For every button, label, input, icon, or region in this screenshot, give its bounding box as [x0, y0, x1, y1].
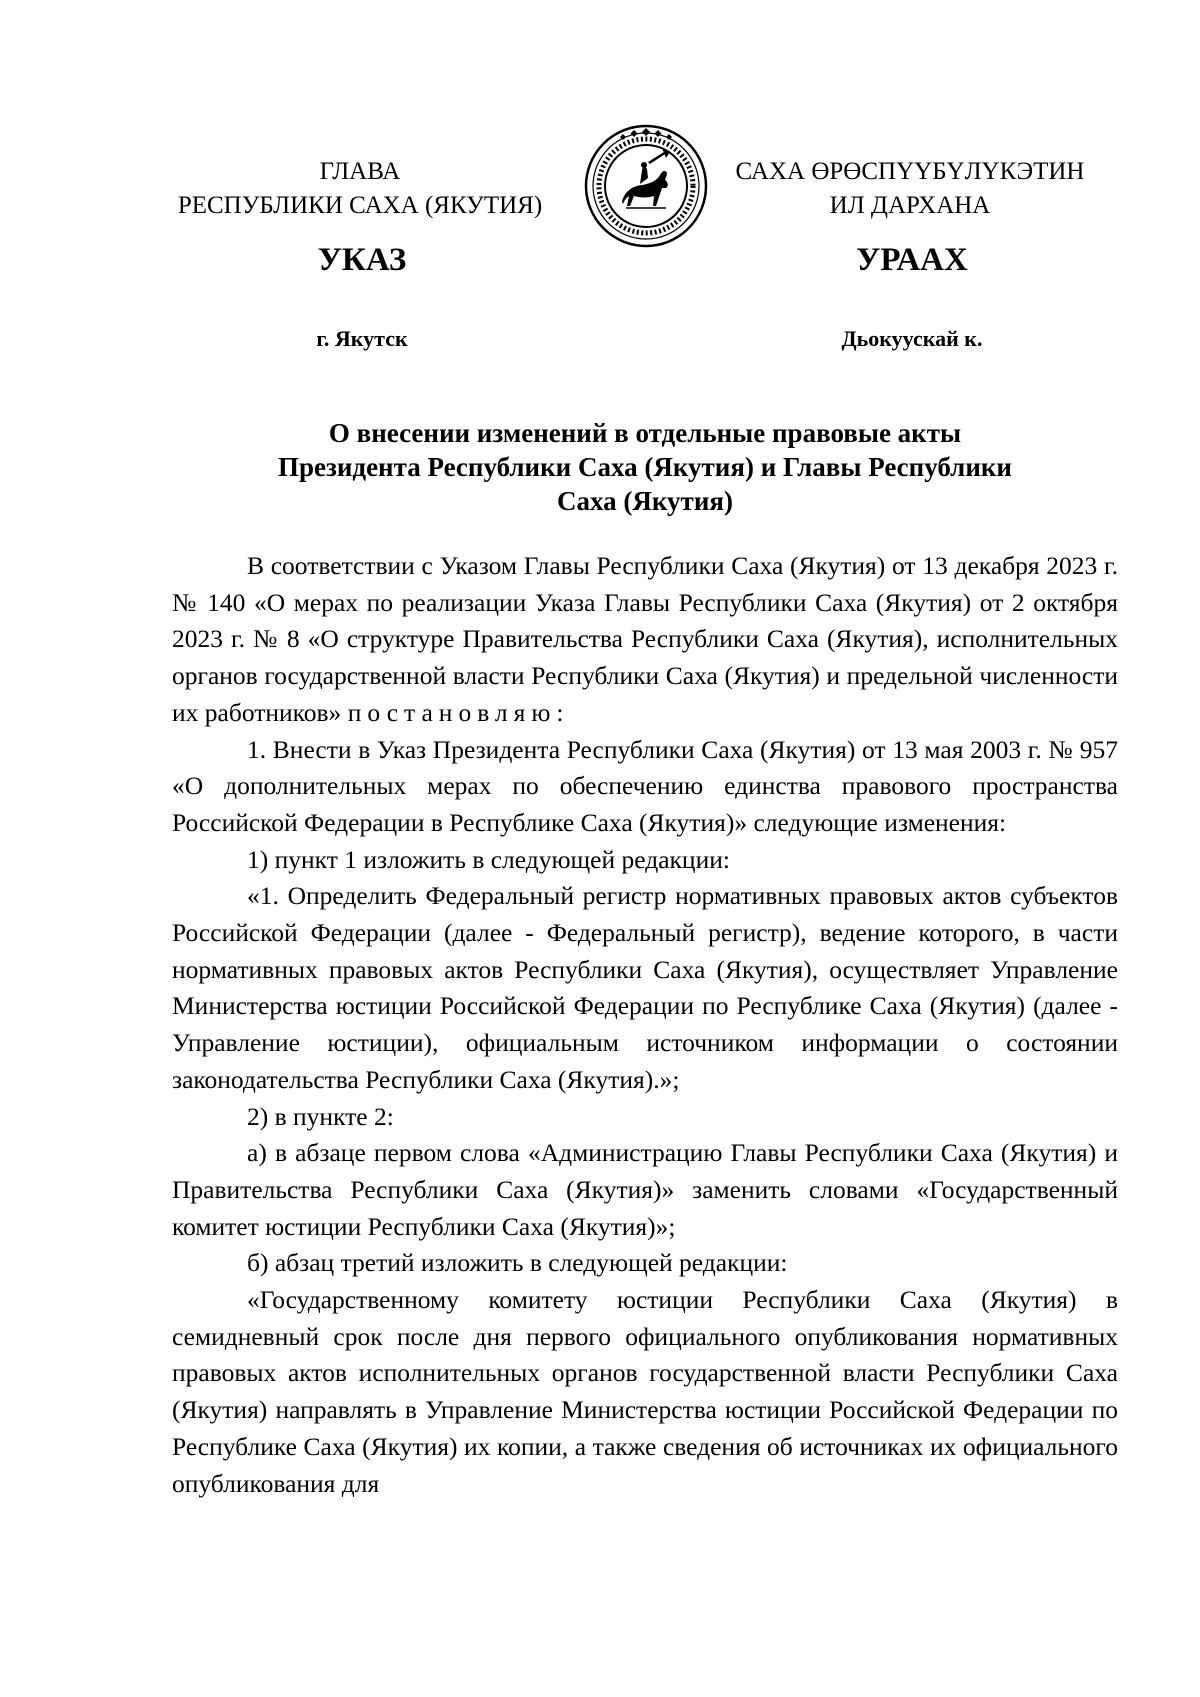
paragraph-new-abzac: «Государственному комитету юстиции Республики Саха (Якутия) в семидневный срок после дня первого официального опубликования нормативных правовых актов исполнительных органов государственной власти Республики Саха (Якутия) направлять в Управление Министерства юстиции Российской Федерации по Республике Саха (Якутия) их копии, а также сведения об источниках их официального опубликования для	[172, 1285, 1118, 1498]
title-line2: Президента Республики Саха (Якутия) и Главы Республики	[278, 452, 1012, 482]
paragraph-subitem-1: 1) пункт 1 изложить в следующей редакции:	[247, 844, 730, 874]
paragraph-item-1: 1. Внести в Указ Президента Республики Саха (Якутия) от 13 мая 2003 г. № 957 «О дополнительных мерах по обеспечению единства правового пространства Российской Федерации в Республике Саха (Якутия)» следующие изменения:	[172, 734, 1118, 837]
city-yakut: Дьокуускай к.	[841, 326, 983, 351]
paragraph-subitem-2b: б) абзац третий изложить в следующей редакции:	[247, 1248, 788, 1278]
document-title	[170, 416, 1120, 518]
header-left	[150, 155, 570, 223]
preamble-resolve-word: постановляю:	[347, 697, 570, 727]
paragraph-preamble	[172, 548, 1118, 732]
coat-of-arms-emblem-icon	[582, 122, 710, 250]
paragraph-subitem-2: 2) в пункте 2:	[247, 1101, 394, 1131]
paragraph-new-point-1: «1. Определить Федеральный регистр нормативных правовых актов субъектов Российской Федерации (далее - Федеральный регистр), ведение которого, в части нормативных правовых актов Республики Саха (Якутия), осуществляет Управление Министерства юстиции Российской Федерации по Республике Саха (Якутия) (далее - Управление юстиции), официальным источником информации о состоянии законодательства Республики Саха (Якутия).»;	[172, 881, 1118, 1094]
doc-type-russian: УКАЗ	[317, 242, 407, 278]
title-line3: Саха (Якутия)	[557, 486, 733, 516]
header-right-line2: ИЛ ДАРХАНА	[829, 192, 991, 219]
header-left-line2: РЕСПУБЛИКИ САХА (ЯКУТИЯ)	[177, 192, 543, 219]
header-left-line1: ГЛАВА	[319, 158, 401, 185]
title-line1: О внесении изменений в отдельные правовые акты	[328, 418, 962, 448]
doc-type-yakut: УРААХ	[856, 242, 968, 278]
preamble-text: В соответствии с Указом Главы Республики Саха (Якутия) от 13 декабря 2023 г. № 140 «О мерах по реализации Указа Главы Республики Саха (Якутия) от 2 октября 2023 г. № 8 «О структуре Правительства Республики Саха (Якутия), исполнительных органов государственной власти Республики Саха (Якутия) и предельной численности их работников»	[172, 551, 1118, 727]
header-right-line1: САХА ӨРӨСПҮҮБҮЛҮКЭТИН	[735, 158, 1085, 185]
document-body	[172, 548, 1118, 1502]
header-right	[700, 155, 1120, 223]
paragraph-subitem-2a: а) в абзаце первом слова «Администрацию Главы Республики Саха (Якутия) и Правительства Республики Саха (Якутия)» заменить словами «Государственный комитет юстиции Республики Саха (Якутия)»;	[172, 1138, 1118, 1241]
city-russian: г. Якутск	[316, 326, 408, 351]
